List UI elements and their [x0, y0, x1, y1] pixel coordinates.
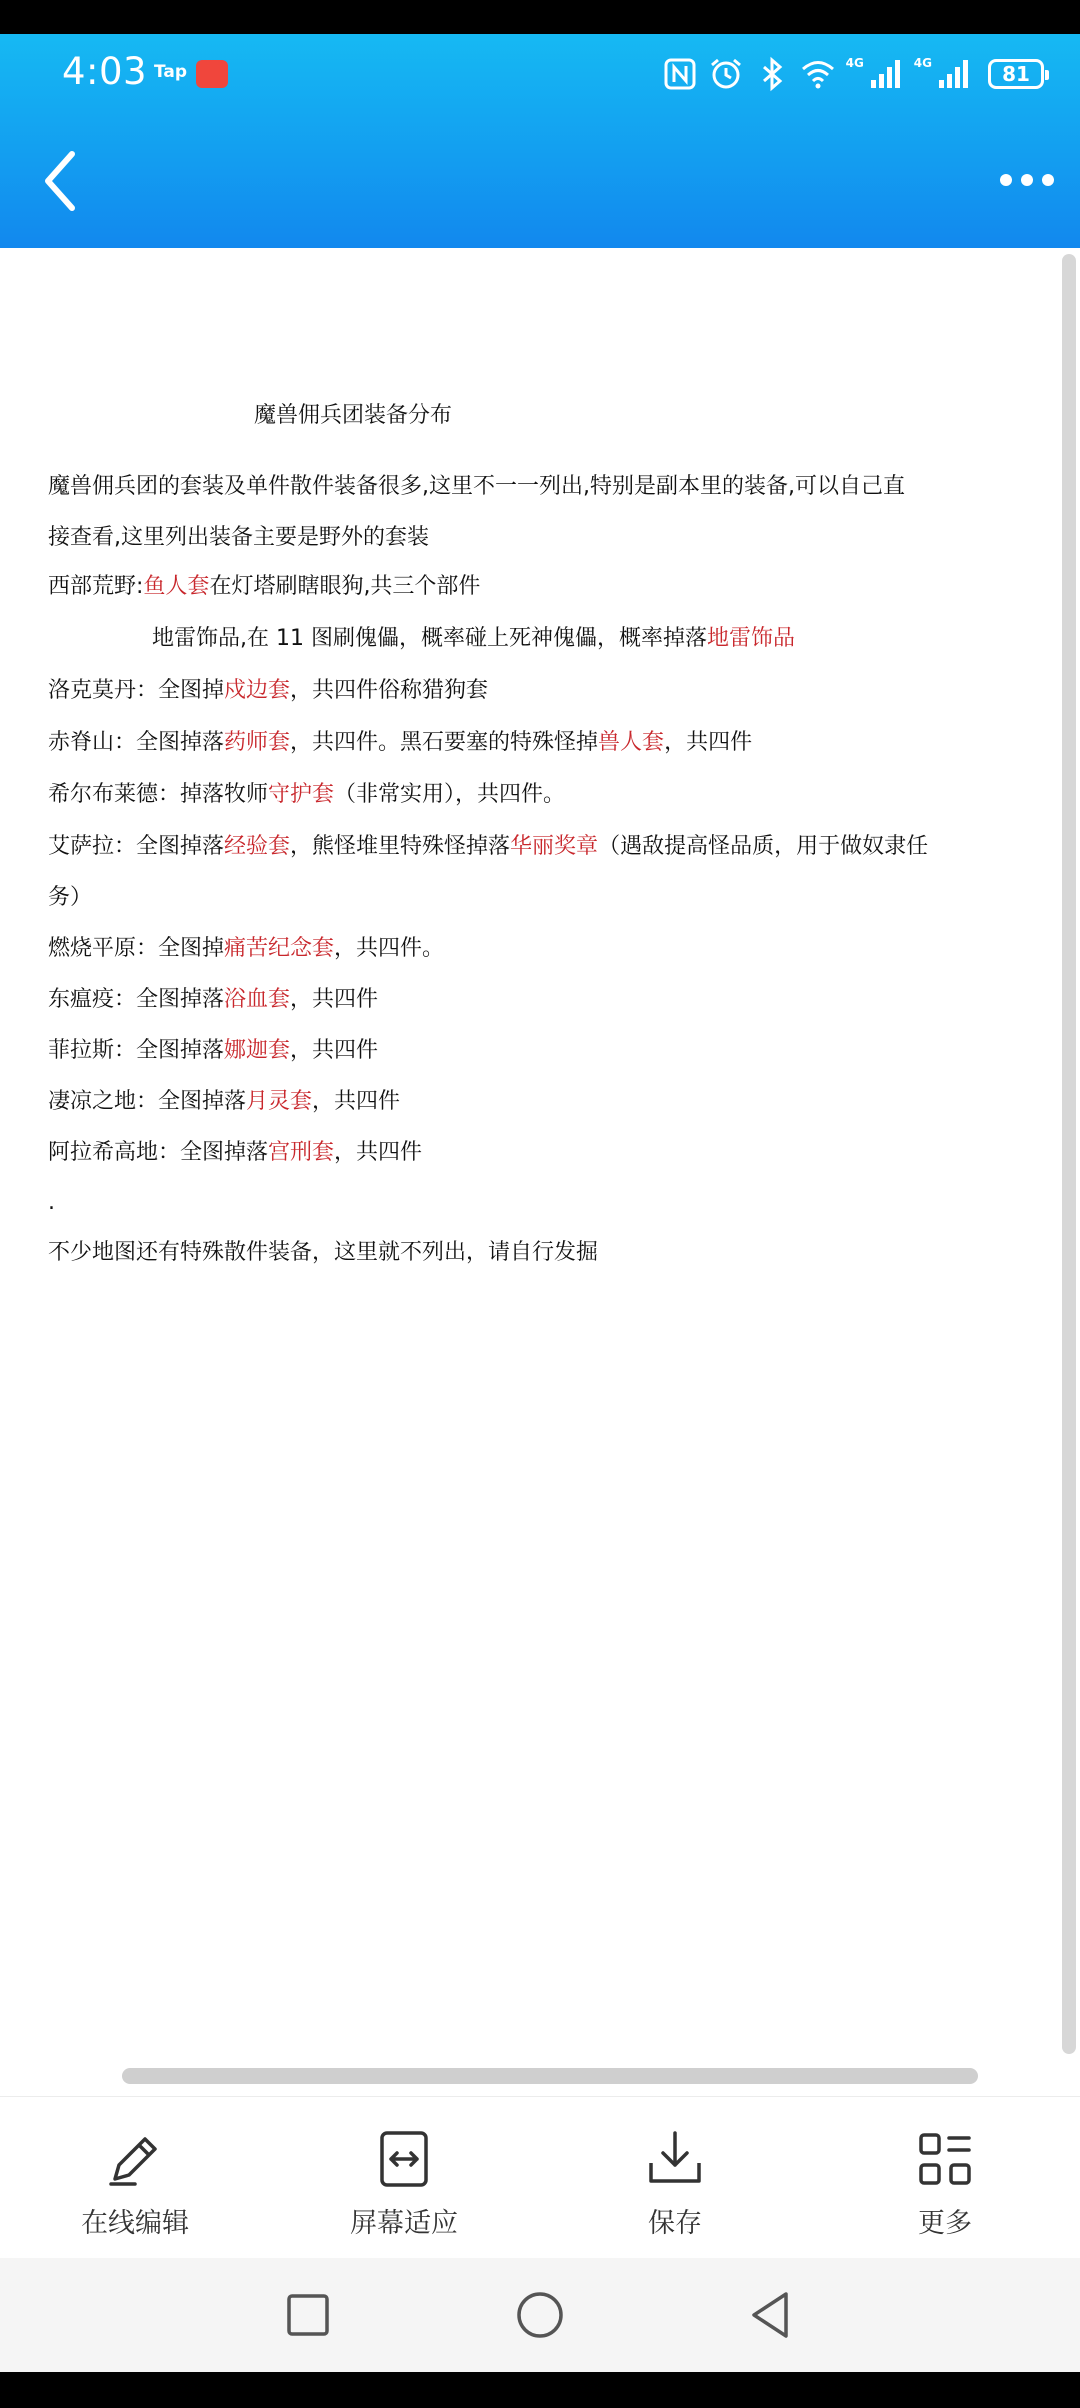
back-button[interactable] [30, 136, 90, 226]
document-line [48, 1188, 55, 1218]
equipment-set-name: 戍边套 [224, 678, 291, 703]
bottom-black-bar [0, 2372, 1080, 2408]
pencil-icon [105, 2129, 165, 2189]
line-text: ，共四件。黑石要塞的特殊怪掉 [290, 730, 599, 755]
wifi-icon [800, 56, 836, 92]
line-text: ，共四件 [290, 1038, 379, 1063]
grid-more-icon [915, 2129, 975, 2189]
download-icon [645, 2129, 705, 2189]
vertical-scrollbar[interactable] [1062, 254, 1076, 2054]
network-type-label-2: 4G [913, 56, 932, 70]
document-line [48, 1138, 422, 1168]
equipment-set-name: 地雷饰品 [706, 626, 795, 651]
equipment-set-name: 宫刑套 [268, 1140, 335, 1165]
nfc-icon [662, 56, 698, 92]
line-text: ，共四件 [664, 730, 753, 755]
nav-back-button[interactable] [730, 2280, 810, 2350]
line-text: （遇敌提高怪品质，用于做奴隶任 [598, 834, 929, 859]
more-options-button[interactable] [992, 150, 1062, 210]
recents-button[interactable] [268, 2280, 348, 2350]
line-text: 地雷饰品,在 11 图刷傀儡，概率碰上死神傀儡，概率掉落 [152, 626, 707, 651]
equipment-set-name: 华丽奖章 [510, 834, 599, 859]
equipment-set-name: 守护套 [268, 782, 335, 807]
line-text: （非常实用），共四件。 [334, 782, 566, 807]
document-line [48, 676, 488, 706]
document-line [48, 780, 565, 810]
signal-icon-2 [936, 56, 972, 92]
status-bar [0, 34, 1080, 114]
document-viewer[interactable] [0, 248, 1080, 2096]
document-line [48, 934, 444, 964]
home-button[interactable] [500, 2280, 580, 2350]
home-circle-icon [515, 2290, 565, 2340]
status-icons [662, 54, 1044, 94]
document-line [152, 624, 795, 654]
line-text: ，共四件 [290, 987, 379, 1012]
equipment-set-name: 痛苦纪念套 [224, 936, 335, 961]
fit-screen-label: 屏幕适应 [350, 2208, 458, 2239]
line-text: 务） [48, 885, 93, 910]
equipment-set-name: 月灵套 [246, 1089, 313, 1114]
status-time: 4:03 [62, 50, 148, 93]
line-text: ，熊怪堆里特殊怪掉落 [290, 834, 511, 859]
online-edit-button[interactable] [35, 2097, 235, 2259]
line-text: ，共四件 [334, 1140, 423, 1165]
line-text: 燃烧平原：全图掉 [48, 936, 225, 961]
line-text: . [48, 1190, 55, 1215]
line-text: 菲拉斯：全图掉落 [48, 1038, 225, 1063]
back-triangle-icon [748, 2290, 792, 2340]
document-line [48, 1238, 598, 1268]
more-button[interactable] [845, 2097, 1045, 2259]
equipment-set-name: 兽人套 [598, 730, 665, 755]
line-text: ，共四件 [312, 1089, 401, 1114]
equipment-set-name: 药师套 [224, 730, 291, 755]
equipment-set-name: 浴血套 [224, 987, 291, 1012]
line-text: 西部荒野: [48, 574, 144, 599]
tap-app-label: Tap [154, 62, 188, 82]
app-header [0, 34, 1080, 248]
more-label: 更多 [918, 2208, 972, 2239]
recents-square-icon [286, 2293, 330, 2337]
line-text: ，共四件俗称猎狗套 [290, 678, 489, 703]
line-text: 洛克莫丹：全图掉 [48, 678, 225, 703]
line-text: 在灯塔刷瞎眼狗,共三个部件 [209, 574, 481, 599]
app-notification-icon [196, 60, 228, 88]
document-title: 魔兽佣兵团装备分布 [254, 403, 453, 428]
battery-icon: 81 [988, 59, 1044, 89]
top-black-bar [0, 0, 1080, 34]
line-text: ，共四件。 [334, 936, 445, 961]
signal-icon [868, 56, 904, 92]
line-text: 凄凉之地：全图掉落 [48, 1089, 247, 1114]
equipment-set-name: 娜迦套 [224, 1038, 291, 1063]
chevron-left-icon [40, 150, 80, 212]
save-button[interactable] [575, 2097, 775, 2259]
horizontal-scrollbar[interactable] [122, 2068, 978, 2084]
network-type-label-1: 4G [845, 56, 864, 70]
document-line [48, 1036, 378, 1066]
line-text: 希尔布莱德：掉落牧师 [48, 782, 269, 807]
bottom-action-bar [0, 2096, 1080, 2258]
more-dots-icon [999, 173, 1055, 187]
line-text: 东瘟疫：全图掉落 [48, 987, 225, 1012]
save-label: 保存 [648, 2208, 702, 2239]
document-line [48, 572, 480, 602]
equipment-set-name: 经验套 [224, 834, 291, 859]
document-intro-line-1: 魔兽佣兵团的套装及单件散件装备很多,这里不一一列出,特别是副本里的装备,可以自己直 [48, 474, 905, 499]
document-line [48, 832, 928, 862]
line-text: 不少地图还有特殊散件装备，这里就不列出，请自行发掘 [48, 1240, 599, 1265]
top-toolbar [0, 114, 1080, 248]
document-line [48, 985, 378, 1015]
fit-screen-button[interactable] [304, 2097, 504, 2259]
fit-screen-icon [374, 2129, 434, 2189]
alarm-icon [708, 56, 744, 92]
bluetooth-icon [754, 56, 790, 92]
equipment-set-name: 鱼人套 [143, 574, 210, 599]
online-edit-label: 在线编辑 [81, 2208, 189, 2239]
document-line [48, 1087, 400, 1117]
document-line [48, 728, 752, 758]
line-text: 赤脊山：全图掉落 [48, 730, 225, 755]
system-navigation-bar [0, 2258, 1080, 2372]
line-text: 艾萨拉：全图掉落 [48, 834, 225, 859]
line-text: 阿拉希高地：全图掉落 [48, 1140, 269, 1165]
document-line [48, 883, 92, 913]
document-intro-line-2: 接查看,这里列出装备主要是野外的套装 [48, 525, 429, 550]
